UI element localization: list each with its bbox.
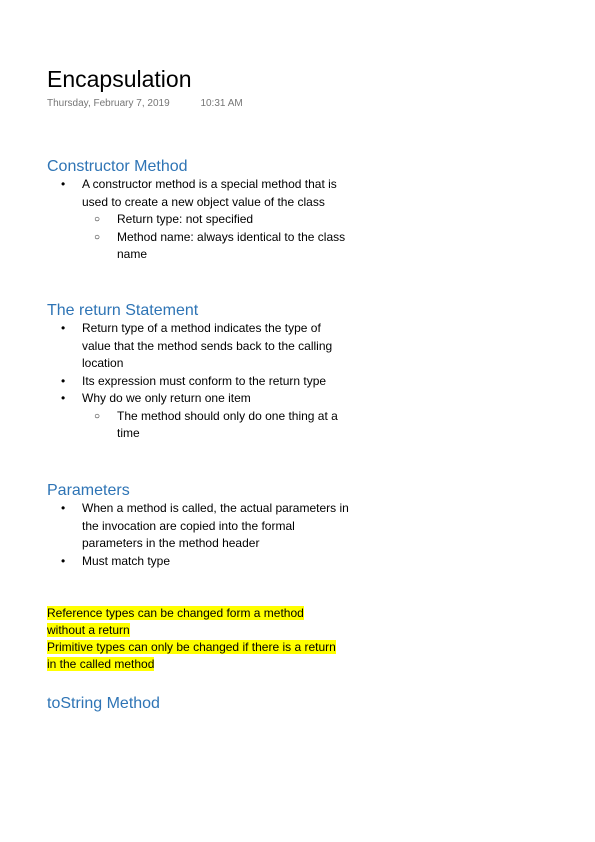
list-item-text: The method should only do one thing at a time [117,408,338,440]
highlighted-notes [47,605,337,673]
circle-bullet-icon: ○ [94,231,101,243]
section-constructor [47,158,352,264]
bullet-list [47,176,352,264]
bullet-icon: • [61,553,66,568]
note-page [47,64,349,712]
list-item-text: Why do we only return one item [82,391,251,405]
list-item [47,390,352,408]
bullet-icon: • [61,391,66,405]
list-item [47,408,352,443]
section-heading: The return Statement [47,302,199,319]
list-item-text: Method name: always identical to the class name [117,229,346,261]
list-item-text: When a method is called, the actual parameters in the invocation are copied into the formal parameters in the method header [82,501,349,550]
list-item [47,553,352,571]
list-item-text: Return type: not specified [117,212,254,226]
list-item [47,320,352,373]
section-heading: Constructor Method [47,158,188,175]
section-heading: toString Method [47,695,160,712]
bullet-list [47,500,352,570]
section-return [47,302,352,443]
bullet-icon: • [61,373,66,388]
list-item [47,229,352,264]
bullet-icon: • [61,501,66,515]
page-time: 10:31 AM [200,98,243,109]
circle-bullet-icon: ○ [94,214,101,225]
highlight-text: Reference types can be changed form a method without a return [47,606,304,637]
list-item-text: Must match type [82,553,171,568]
list-item-text: A constructor method is a special method that is used to create a new object value of the class [82,177,337,209]
highlight-text: Primitive types can only be changed if there is a return in the called method [47,640,336,671]
circle-bullet-icon: ○ [94,410,101,422]
page-title: Encapsulation [47,66,192,92]
section-parameters [47,482,352,570]
highlight-line [47,639,337,673]
bullet-icon: • [61,177,66,191]
bullet-icon: • [61,321,66,335]
list-item [47,176,352,211]
section-tostring [47,695,160,713]
bullet-list [47,320,352,443]
list-item [47,373,352,391]
list-item [47,211,352,229]
page-date: Thursday, February 7, 2019 [47,98,170,109]
list-item [47,500,352,553]
list-item-text: Return type of a method indicates the type of value that the method sends back to the calling location [82,321,333,370]
highlight-line [47,605,337,639]
section-heading: Parameters [47,482,130,499]
list-item-text: Its expression must conform to the return type [82,373,327,388]
page-timestamp [47,97,347,111]
